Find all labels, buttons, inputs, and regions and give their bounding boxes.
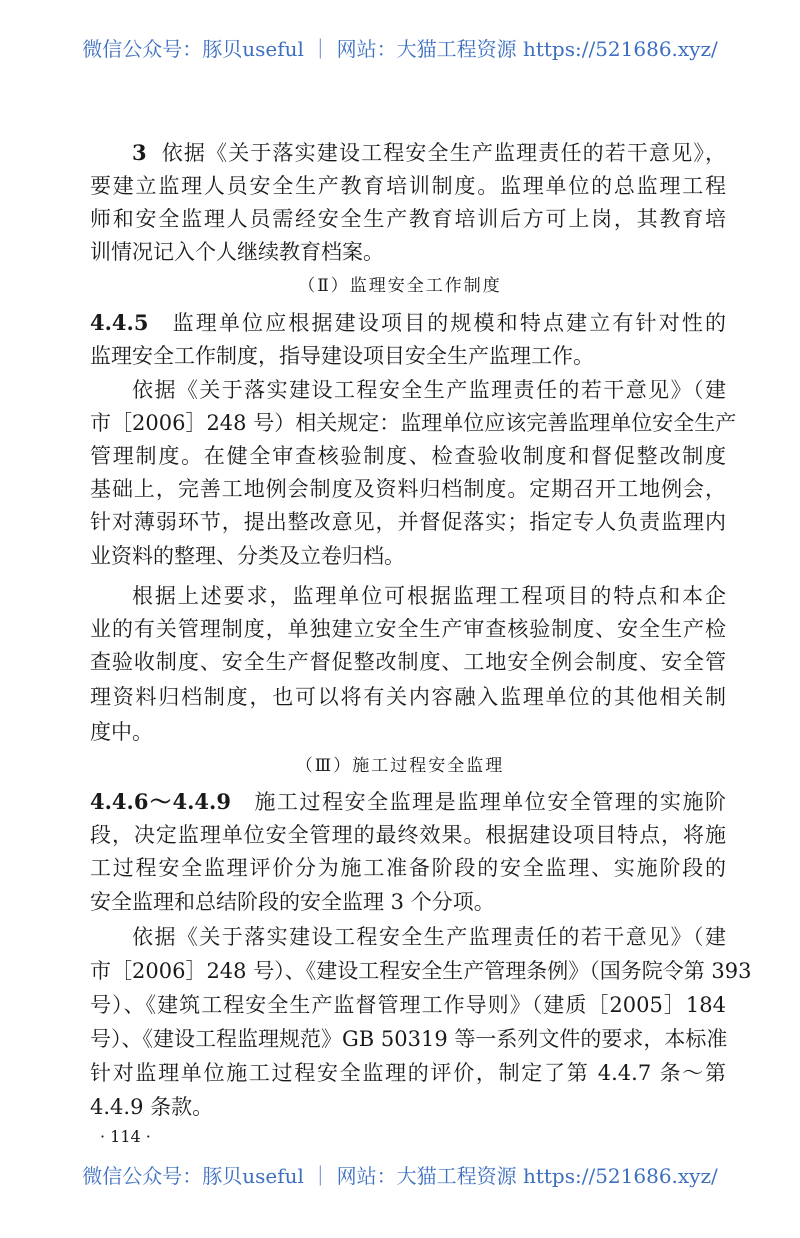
clause-text: 施工过程安全监理是监理单位安全管理的实施阶 [252, 790, 726, 814]
section-heading: （Ⅲ）施工过程安全监理 [295, 756, 505, 776]
clause-number: 4.4.5 [90, 310, 149, 335]
text-line: 要建立监理人员安全生产教育培训制度。监理单位的总监理工程 [90, 174, 726, 198]
text-line: 依据《关于落实建设工程安全生产监理责任的若干意见》（建 [132, 378, 726, 402]
text-line: 业资料的整理、分类及立卷归档。 [90, 544, 405, 568]
text-line: 号）、《建筑工程安全生产监督管理工作导则》（建质［2005］184 [90, 993, 726, 1017]
text-line: 针对监理单位施工过程安全监理的评价，制定了第 4.4.7 条～第 [90, 1061, 726, 1085]
clause-number: 3 [132, 140, 147, 165]
clause-text: 监理单位应根据建设项目的规模和特点建立有针对性的 [170, 311, 726, 335]
clause-text: 依据《关于落实建设工程安全生产监理责任的若干意见》， [160, 141, 726, 165]
watermark-bottom: 微信公众号：豚贝useful ｜ 网站：大猫工程资源 https://521686.xyz/ [82, 1164, 718, 1188]
text-line: 根据上述要求，监理单位可根据监理工程项目的特点和本企 [132, 584, 726, 608]
text-line: 查验收制度、安全生产督促整改制度、工地安全例会制度、安全管 [90, 650, 726, 674]
text-line: 市［2006］248 号）相关规定：监理单位应该完善监理单位安全生产 [90, 411, 737, 435]
text-line: 业的有关管理制度，单独建立安全生产审查核验制度、安全生产检 [90, 617, 726, 641]
text-line: 4.4.9 条款。 [90, 1095, 214, 1119]
text-line: 工过程安全监理评价分为施工准备阶段的安全监理、实施阶段的 [90, 856, 726, 880]
text-line: 基础上，完善工地例会制度及资料归档制度。定期召开工地例会， [90, 477, 726, 501]
text-line: 依据《关于落实建设工程安全生产监理责任的若干意见》（建 [132, 925, 726, 949]
text-line [90, 308, 726, 338]
text-line: 市［2006］248 号）、《建设工程安全生产管理条例》（国务院令第 393 [90, 959, 752, 983]
text-line: 训情况记入个人继续教育档案。 [90, 240, 384, 264]
text-line: 针对薄弱环节，提出整改意见，并督促落实；指定专人负责监理内 [90, 510, 726, 534]
clause-number: 4.4.6～4.4.9 [90, 789, 231, 814]
watermark-top: 微信公众号：豚贝useful ｜ 网站：大猫工程资源 https://521686.xyz/ [82, 37, 718, 61]
section-heading: （Ⅱ）监理安全工作制度 [298, 276, 502, 296]
text-line: 安全监理和总结阶段的安全监理 3 个分项。 [90, 890, 495, 914]
text-line: 监理安全工作制度，指导建设项目安全生产监理工作。 [90, 344, 594, 368]
text-line: 号）、《建设工程监理规范》GB 50319 等一系列文件的要求，本标准 [90, 1027, 728, 1051]
page-number: · 114 · [100, 1127, 151, 1146]
text-line: 段，决定监理单位安全管理的最终效果。根据建设项目特点，将施 [90, 823, 726, 847]
text-line: 师和安全监理人员需经安全生产教育培训后方可上岗，其教育培 [90, 207, 726, 231]
text-line: 管理制度。在健全审查核验制度、检查验收制度和督促整改制度 [90, 444, 726, 468]
text-line: 理资料归档制度，也可以将有关内容融入监理单位的其他相关制 [90, 685, 726, 709]
text-line [90, 787, 726, 817]
text-line: 度中。 [90, 720, 153, 744]
text-line [132, 138, 726, 168]
